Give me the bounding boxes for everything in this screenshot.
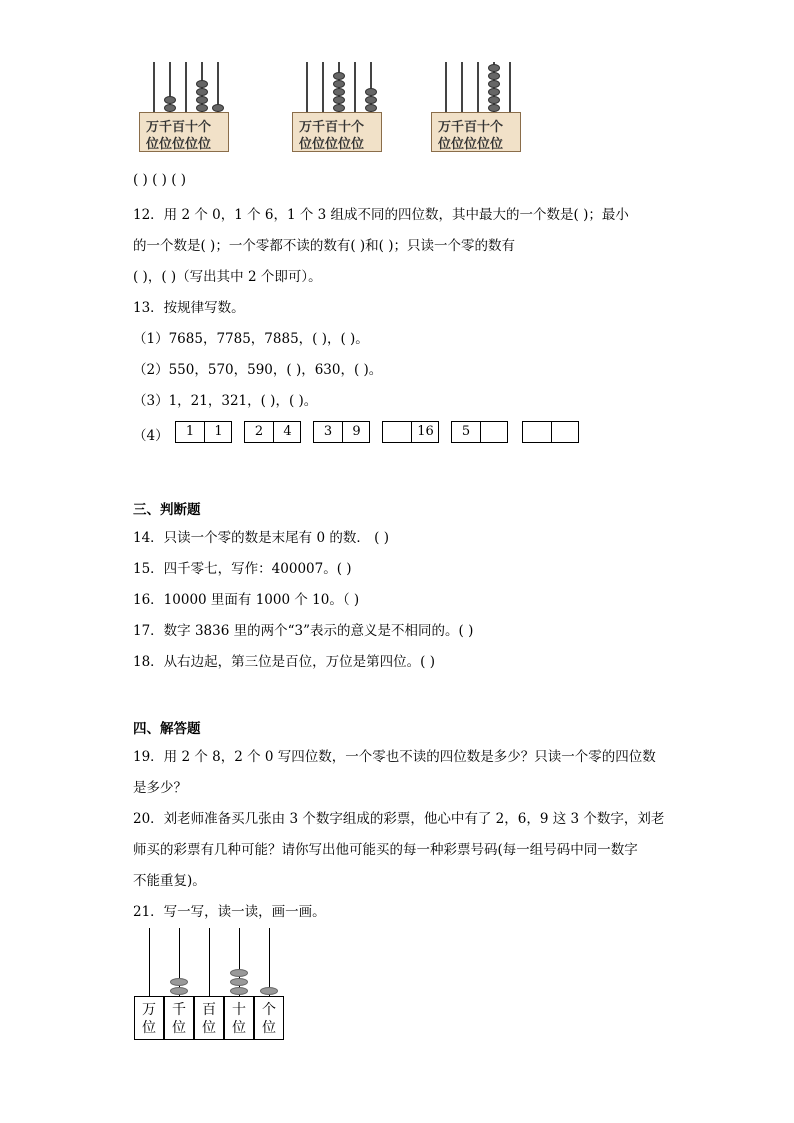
- abacus-bead: [164, 104, 176, 112]
- place-label-box: [194, 996, 224, 1040]
- abacus-bead: [333, 88, 345, 96]
- abacus-bead: [196, 88, 208, 96]
- place-suffix: 位: [262, 1020, 276, 1036]
- q13-sub4-label: （4）: [133, 428, 169, 444]
- place-name: 十: [232, 1002, 246, 1018]
- q14: 14．只读一个零的数是末尾有 0 的数． ( ): [133, 530, 389, 546]
- abacus-bead: [365, 104, 377, 112]
- pair-right-number: [481, 422, 508, 442]
- abacus-bead: [488, 80, 500, 88]
- place-bead: [170, 978, 188, 986]
- place-bead: [230, 969, 248, 977]
- pair-right-number: 16: [417, 424, 434, 439]
- q12-line1: 12．用 2 个 0，1 个 6，1 个 3 组成不同的四位数，其中最大的一个数是( )；最小: [133, 207, 629, 223]
- q16: 16．10000 里面有 1000 个 10。（ ): [133, 592, 360, 608]
- abacus-rod: [185, 62, 187, 114]
- abacus-bead: [212, 104, 224, 112]
- q13-title: 13．按规律写数。: [133, 300, 245, 316]
- place-label-box: [134, 996, 164, 1040]
- q20-line3: 不能重复)。: [133, 873, 206, 889]
- place-rod: [269, 928, 270, 996]
- pair-left-number: 2: [254, 424, 264, 439]
- place-suffix: 位: [142, 1020, 156, 1036]
- abacus-rod: [461, 62, 463, 114]
- number-pair-box: [313, 421, 370, 443]
- abacus-bead: [333, 72, 345, 80]
- abacus-rod: [445, 62, 447, 114]
- q20-line1: 20．刘老师准备买几张由 3 个数字组成的彩票，他心中有了 2，6，9 这 3 个数字，刘老: [133, 811, 665, 827]
- q17: 17．数字 3836 里的两个“3”表示的意义是不相同的。( ): [133, 623, 474, 639]
- section3-heading: 三、判断题: [133, 502, 201, 518]
- number-pair-box: [175, 421, 232, 443]
- pair-right-number: [552, 422, 579, 442]
- abacus-label-board: [292, 112, 382, 152]
- pair-left-number: [523, 422, 551, 442]
- pair-right-number: 4: [283, 424, 292, 439]
- place-bead: [260, 987, 278, 995]
- q19-line2: 是多少？: [133, 780, 187, 796]
- q13-sub1: （1）7685，7785，7885，( )，( )。: [133, 331, 369, 347]
- place-bead: [170, 987, 188, 995]
- q12-line2: 的一个数是( )；一个零都不读的数有( )和( )；只读一个零的数有: [133, 238, 515, 254]
- section4-heading: 四、解答题: [133, 721, 201, 737]
- q11-answers: ( ) ( ) ( ): [133, 172, 187, 188]
- abacus-bead: [333, 80, 345, 88]
- abacus-label-board: [431, 112, 521, 152]
- abacus-bead: [365, 96, 377, 104]
- abacus-bead: [488, 72, 500, 80]
- number-pair-box: [522, 421, 579, 443]
- abacus-bead: [196, 104, 208, 112]
- place-label-box: [224, 996, 254, 1040]
- q18: 18．从右边起，第三位是百位，万位是第四位。( ): [133, 654, 436, 670]
- pair-left-number: 1: [185, 424, 195, 439]
- abacus-bead: [164, 96, 176, 104]
- abacus-label-top: 万千百十个: [146, 120, 212, 135]
- place-suffix: 位: [202, 1020, 216, 1036]
- number-pair-box: [382, 421, 439, 443]
- abacus-rod: [477, 62, 479, 114]
- pair-left-number: [383, 422, 411, 442]
- abacus-label-board: [139, 112, 229, 152]
- abacus-bead: [365, 88, 377, 96]
- abacus-label-top: 万千百十个: [438, 120, 504, 135]
- abacus-1: [139, 62, 231, 154]
- q19-line1: 19．用 2 个 8，2 个 0 写四位数，一个零也不读的四位数是多少？只读一个零的四位数: [133, 749, 656, 765]
- abacus-bead: [488, 88, 500, 96]
- abacus-rod: [153, 62, 155, 114]
- place-label-box: [164, 996, 194, 1040]
- abacus-rod: [354, 62, 356, 114]
- place-bead: [230, 978, 248, 986]
- abacus-bead: [488, 104, 500, 112]
- abacus-label-bottom: 位位位位位: [438, 137, 504, 152]
- place-suffix: 位: [172, 1020, 186, 1036]
- abacus-2: [292, 62, 384, 154]
- abacus-rod: [322, 62, 324, 114]
- place-rod: [149, 928, 150, 996]
- q21-title: 21．写一写，读一读，画一画。: [133, 904, 326, 920]
- abacus-rod: [509, 62, 511, 114]
- abacus-bead: [488, 96, 500, 104]
- place-name: 千: [172, 1002, 186, 1018]
- number-pair-box: [244, 421, 301, 443]
- pair-right-number: 9: [352, 424, 361, 439]
- place-label-box: [254, 996, 284, 1040]
- abacus-label-top: 万千百十个: [299, 120, 365, 135]
- abacus-3: [431, 62, 523, 154]
- pair-left-number: 3: [323, 424, 333, 439]
- q15: 15．四千零七，写作：400007。( ): [133, 561, 352, 577]
- place-suffix: 位: [232, 1020, 246, 1036]
- abacus-rod: [306, 62, 308, 114]
- abacus-bead: [488, 64, 500, 72]
- number-pair-box: [451, 421, 508, 443]
- pair-right-number: 1: [214, 424, 223, 439]
- abacus-label-bottom: 位位位位位: [299, 137, 365, 152]
- abacus-label-bottom: 位位位位位: [146, 137, 212, 152]
- abacus-bead: [333, 104, 345, 112]
- place-bead: [230, 987, 248, 995]
- q20-line2: 师买的彩票有几种可能？请你写出他可能买的每一种彩票号码(每一组号码中同一数字: [133, 842, 638, 858]
- abacus-bead: [333, 96, 345, 104]
- q12-line3: ( )，( )（写出其中 2 个即可）。: [133, 269, 322, 285]
- place-name: 百: [202, 1002, 216, 1018]
- abacus-bead: [196, 80, 208, 88]
- place-rod: [209, 928, 210, 996]
- place-name: 个: [262, 1002, 276, 1018]
- place-name: 万: [142, 1002, 156, 1018]
- pair-left-number: 5: [461, 424, 471, 439]
- q13-sub2: （2）550，570，590，( )，630，( )。: [133, 362, 383, 378]
- q13-sub3: （3）1，21，321，( )，( )。: [133, 393, 318, 409]
- abacus-bead: [196, 96, 208, 104]
